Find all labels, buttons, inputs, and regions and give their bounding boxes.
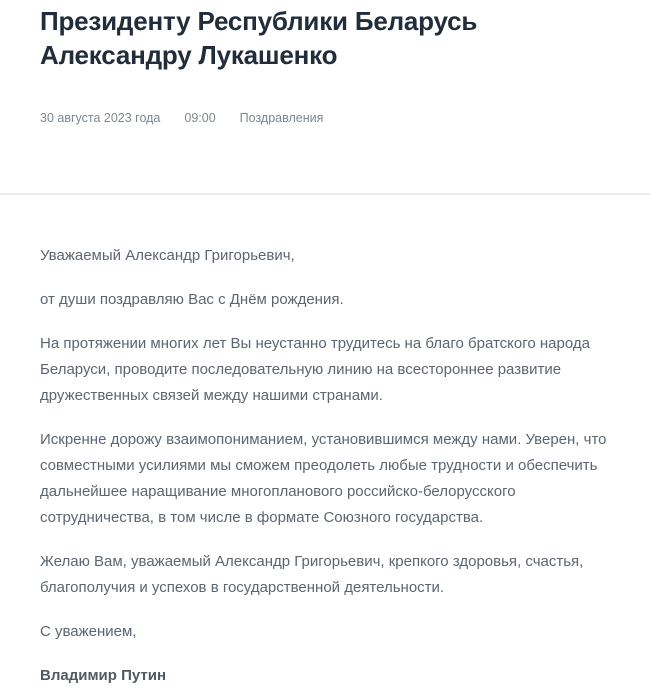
- publish-date: 30 августа 2023 года: [40, 111, 161, 125]
- letter-paragraph: На протяжении многих лет Вы неустанно трудитесь на благо братского народа Беларуси, проводите последовательную линию на всестороннее развитие дружественных связей между нашими странами.: [40, 335, 590, 404]
- letter-paragraph: от души поздравляю Вас с Днём рождения.: [40, 291, 344, 308]
- letter-closing: С уважением,: [40, 623, 137, 640]
- category-link[interactable]: Поздравления: [239, 111, 324, 125]
- article-body: [40, 243, 610, 699]
- letter-salutation: Уважаемый Александр Григорьевич,: [40, 247, 295, 264]
- letter-paragraph: Желаю Вам, уважаемый Александр Григорьевич, крепкого здоровья, счастья, благополучия и успехов в государственной деятельности.: [40, 553, 584, 596]
- section-divider: [0, 193, 650, 195]
- page-title: Президенту Республики Беларусь Александру Лукашенко: [40, 6, 478, 70]
- article-meta-row: [40, 111, 610, 126]
- letter-paragraph: Искренне дорожу взаимопониманием, установившимся между нами. Уверен, что совместными усилиями мы сможем преодолеть любые трудности и обеспечить дальнейшее наращивание многопланового российско-белорусского сотрудничества, в том числе в формате Союзного государства.: [40, 431, 607, 526]
- letter-signature: Владимир Путин: [40, 667, 167, 684]
- publish-time: 09:00: [184, 111, 216, 125]
